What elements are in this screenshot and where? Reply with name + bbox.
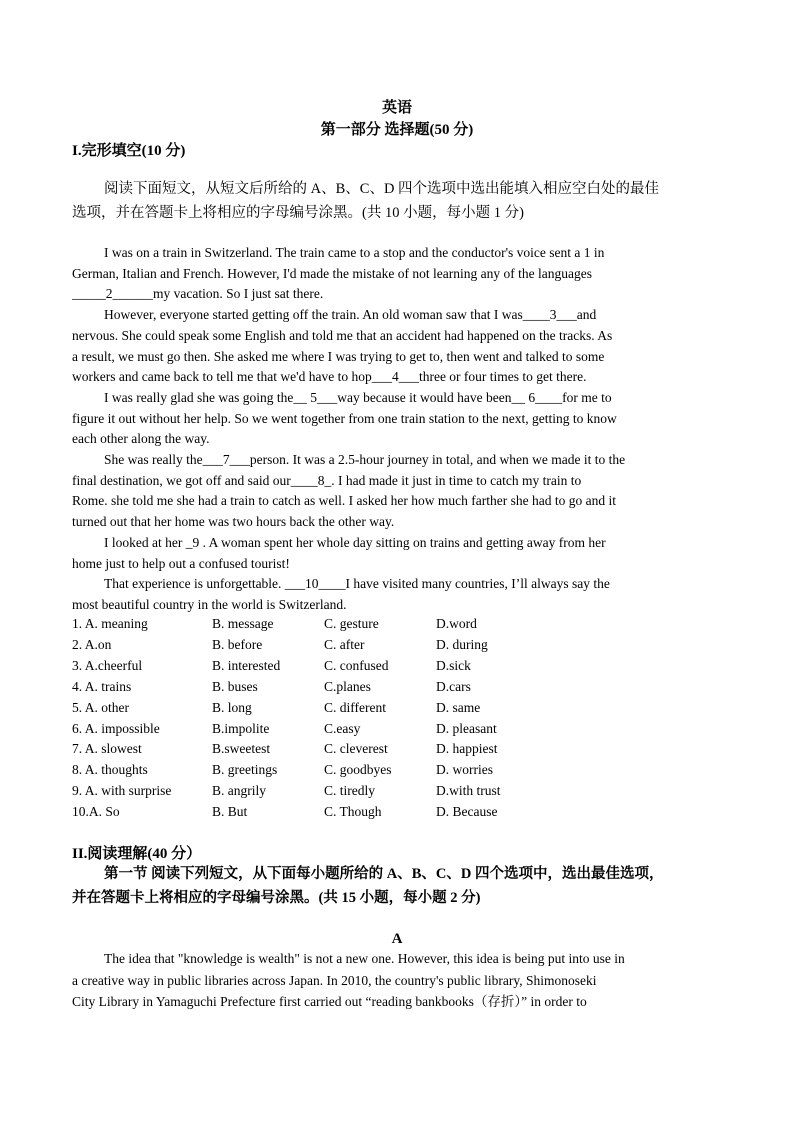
option-9-b: B. angrily <box>212 783 266 799</box>
option-4-b: B. buses <box>212 678 258 694</box>
passage-line: However, everyone started getting off the train. An old woman saw that I was____3___and <box>104 307 597 323</box>
option-10-d: D. Because <box>436 804 498 820</box>
option-8-d: D. worries <box>436 762 493 778</box>
option-10-b: B. But <box>212 804 248 820</box>
option-6-b: B.impolite <box>212 720 270 736</box>
passage-line: She was really the___7___person. It was a 2.5-hour journey in total, and when we made it to the <box>104 452 626 467</box>
option-10-c: C. Though <box>324 804 382 820</box>
option-1-a: 1. A. meaning <box>72 616 148 631</box>
option-3-a: 3. A.cheerful <box>72 657 143 673</box>
passage-line: I looked at her _9 . A woman spent her whole day sitting on trains and getting away from her <box>104 534 606 550</box>
passage-label: A <box>391 931 403 947</box>
option-1-d: D.word <box>436 616 477 631</box>
passage-line: Rome. she told me she had a train to catch as well. I asked her how much farther she had to go and it <box>72 493 616 509</box>
option-2-a: 2. A.on <box>72 636 112 652</box>
part-title: 第一部分 选择题(50 分) <box>320 122 474 138</box>
option-6-a: 6. A. impossible <box>72 720 160 736</box>
section2-title: II.阅读理解(40 分） <box>72 846 202 862</box>
option-4-d: D.cars <box>436 678 471 694</box>
option-5-b: B. long <box>212 699 252 715</box>
passage-line: The idea that "knowledge is wealth" is not a new one. However, this idea is being put into use in <box>104 951 625 966</box>
instruction-line: 并在答题卡上将相应的字母编号涂黑。(共 15 小题，每小题 2 分) <box>72 890 481 906</box>
passage-line: turned out that her home was two hours back the other way. <box>72 514 395 530</box>
option-1-b: B. message <box>212 616 274 631</box>
option-9-a: 9. A. with surprise <box>72 783 172 799</box>
option-2-b: B. before <box>212 636 263 652</box>
option-7-b: B.sweetest <box>212 741 271 757</box>
passage-line: nervous. She could speak some English and told me that an accident had happened on the tracks. As <box>72 327 613 343</box>
instruction-line: 选项，并在答题卡上将相应的字母编号涂黑。(共 10 小题，每小题 1 分) <box>72 205 524 221</box>
option-7-c: C. cleverest <box>324 741 388 757</box>
passage-line: each other along the way. <box>72 431 210 447</box>
passage-line: final destination, we got off and said our____8_. I had made it just in time to catch my train to <box>72 472 582 488</box>
passage-line: workers and came back to tell me that we'd have to hop___4___three or four times to get there. <box>72 369 587 385</box>
passage-line: _____2______my vacation. So I just sat there. <box>72 286 324 302</box>
option-7-d: D. happiest <box>436 741 498 757</box>
section1-title: I.完形填空(10 分) <box>72 143 186 159</box>
option-8-b: B. greetings <box>212 762 278 778</box>
option-6-c: C.easy <box>324 720 361 736</box>
passage-line: most beautiful country in the world is Switzerland. <box>72 596 347 612</box>
option-5-a: 5. A. other <box>72 699 129 715</box>
option-6-d: D. pleasant <box>436 720 497 736</box>
option-3-c: C. confused <box>324 657 389 673</box>
option-9-d: D.with trust <box>436 783 501 799</box>
passage-line: home just to help out a confused tourist! <box>72 555 290 571</box>
option-2-d: D. during <box>436 636 488 652</box>
passage-line: I was on a train in Switzerland. The train came to a stop and the conductor's voice sent a 1 in <box>104 245 605 260</box>
instruction-line: 阅读下面短文，从短文后所给的 A、B、C、D 四个选项中选出能填入相应空白处的最佳 <box>104 181 660 197</box>
option-7-a: 7. A. slowest <box>72 741 142 757</box>
passage-line: a creative way in public libraries across Japan. In 2010, the country's public library, Shimonoseki <box>72 972 597 988</box>
passage-line: German, Italian and French. However, I'd made the mistake of not learning any of the languages <box>72 265 592 281</box>
option-10-a: 10.A. So <box>72 804 120 820</box>
passage-line: I was really glad she was going the__ 5___way because it would have been__ 6____for me to <box>104 389 612 405</box>
instruction-line: 第一节 阅读下列短文，从下面每小题所给的 A、B、C、D 四个选项中，选出最佳选项， <box>104 866 664 882</box>
option-3-d: D.sick <box>436 657 471 673</box>
option-5-d: D. same <box>436 699 481 715</box>
option-3-b: B. interested <box>212 657 281 673</box>
subject-title: 英语 <box>381 100 412 116</box>
passage-line: That experience is unforgettable. ___10____I have visited many countries, I’ll always say the <box>104 576 610 592</box>
option-5-c: C. different <box>324 699 386 715</box>
option-9-c: C. tiredly <box>324 783 375 799</box>
option-2-c: C. after <box>324 636 365 652</box>
option-1-c: C. gesture <box>324 616 379 631</box>
option-4-c: C.planes <box>324 678 371 694</box>
option-8-a: 8. A. thoughts <box>72 762 148 778</box>
passage-line: City Library in Yamaguchi Prefecture first carried out “reading bankbooks（存折）” in order to <box>72 994 587 1009</box>
option-8-c: C. goodbyes <box>324 762 392 778</box>
passage-line: figure it out without her help. So we went together from one train station to the next, getting to know <box>72 410 617 426</box>
option-4-a: 4. A. trains <box>72 678 132 694</box>
passage-line: a result, we must go then. She asked me where I was trying to get to, then went and talked to some <box>72 348 605 364</box>
